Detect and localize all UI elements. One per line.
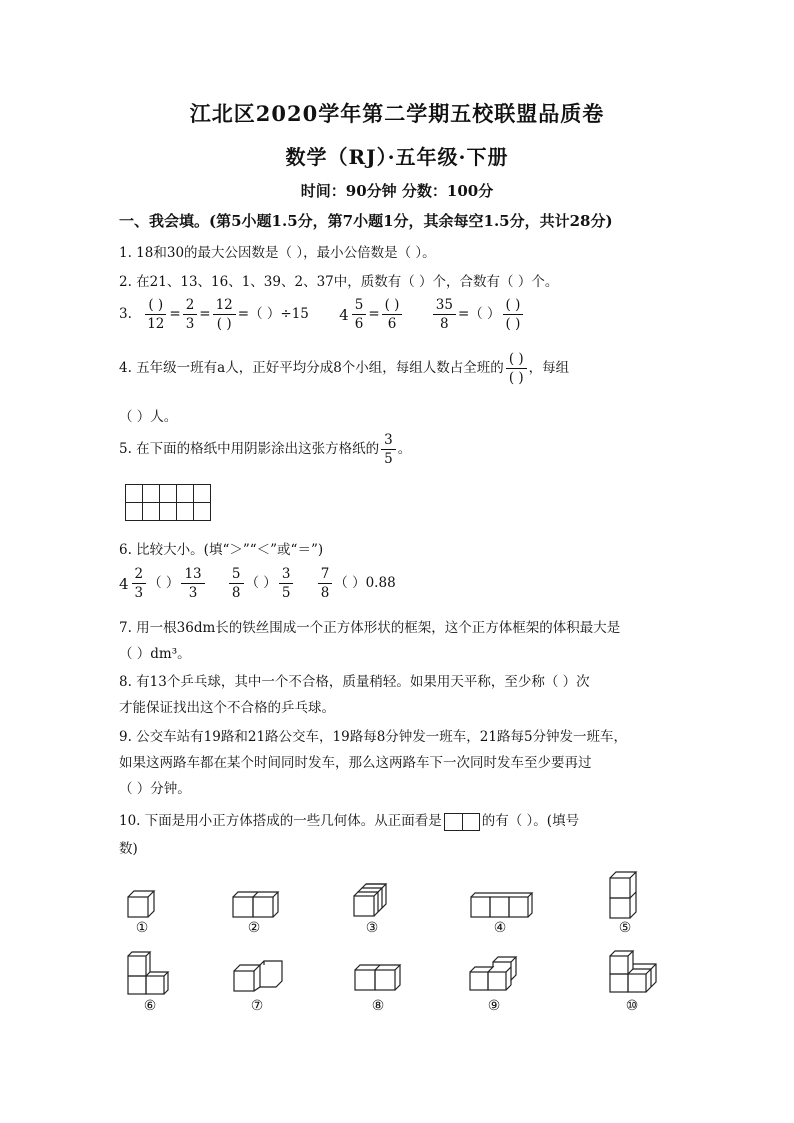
question-9-cont: 如果这两路车都在某个时间同时发车，那么这两路车下一次同时发车至少要再过: [119, 755, 592, 771]
fraction: $\frac{( )}{6}$: [382, 297, 403, 332]
cube-figure-1: [120, 885, 160, 920]
figure-label-10: ⑩: [625, 998, 639, 1014]
figure-label-1: ①: [135, 920, 149, 936]
question-10: 10. 下面是用小正方体搭成的一些几何体。从正面看是 的有（ ）。(填号: [119, 813, 580, 829]
question-6-items: 4 $\frac{2}{3}$ （ ） $\frac{13}{3}$ $\frac{5}{8}$ （ ） $\frac{3}{5}$ $\frac{7}{8}$ （ ）0.88: [119, 566, 396, 602]
question-1: 1. 18和30的最大公因数是（ ），最小公倍数是（ ）。: [119, 245, 436, 261]
cube-figure-7: [230, 955, 286, 998]
fraction: $\frac{3}{5}$: [279, 566, 294, 601]
fraction: $\frac{12}{( )}$: [213, 297, 236, 332]
figure-label-3: ③: [365, 920, 379, 936]
question-7-cont: （ ）dm³。: [119, 646, 191, 662]
cube-figure-4: [466, 885, 534, 920]
question-4: 4. 五年级一班有a人，正好平均分成8个小组，每组人数占全班的 $\frac{( )}{( )}$ ，每组: [119, 351, 570, 387]
question-2: 2. 在21、13、16、1、39、2、37中，质数有（ ）个，合数有（ ）个。: [119, 274, 559, 290]
cube-figure-10: [606, 944, 664, 998]
fraction: $\frac{7}{8}$: [318, 566, 333, 601]
figure-label-8: ⑧: [371, 998, 385, 1014]
figure-label-9: ⑨: [487, 998, 501, 1014]
figure-label-4: ④: [493, 920, 507, 936]
fraction: $\frac{( )}{( )}$: [506, 351, 527, 386]
figure-label-7: ⑦: [250, 998, 264, 1014]
cube-figure-6: [122, 948, 174, 998]
question-9-cont2: （ ）分钟。: [119, 781, 191, 797]
question-5: 5. 在下面的格纸中用阴影涂出这张方格纸的 $\frac{3}{5}$ 。: [119, 432, 412, 468]
question-9: 9. 公交车站有19路和21路公交车，19路每8分钟发一班车，21路每5分钟发一班车，: [119, 729, 628, 745]
square-grid[interactable]: [125, 484, 211, 521]
question-6: 6. 比较大小。(填“＞”“＜”或“＝”): [119, 542, 324, 558]
question-8-cont: 才能保证找出这个不合格的乒乓球。: [119, 700, 335, 716]
question-7: 7. 用一根36dm长的铁丝围成一个正方体形状的框架，这个正方体框架的体积最大是: [119, 620, 621, 636]
fraction: $\frac{5}{8}$: [229, 566, 244, 601]
fraction: $\frac{( )}{12}$: [147, 297, 165, 333]
cube-figure-2: [226, 885, 280, 920]
exam-title: 江北区2020学年第二学期五校联盟品质卷: [189, 101, 605, 126]
figure-label-2: ②: [247, 920, 261, 936]
cube-figure-5: [603, 866, 643, 920]
fraction: $\frac{2}{3}$: [183, 297, 198, 332]
question-4-cont: （ ）人。: [119, 409, 178, 425]
cube-figure-8: [350, 958, 404, 998]
mixed-number: 4 $\frac{2}{3}$: [119, 566, 148, 601]
cube-figure-9: [466, 952, 528, 998]
fraction: $\frac{3}{5}$: [381, 432, 396, 467]
fraction: $\frac{13}{3}$: [181, 566, 204, 601]
q3-label: 3.: [119, 306, 132, 323]
front-view-shape: [444, 813, 480, 831]
fraction: $\frac{( )}{( )}$: [503, 297, 524, 332]
exam-info: 时间：90分钟 分数：100分: [300, 182, 494, 200]
question-8: 8. 有13个乒乓球，其中一个不合格，质量稍轻。如果用天平称，至少称（ ）次: [119, 674, 590, 690]
figure-label-6: ⑥: [143, 998, 157, 1014]
cube-figure-3: [348, 878, 392, 920]
mixed-number: 4 $\frac{5}{6}$: [339, 297, 368, 332]
section-heading: 一、我会填。(第5小题1.5分，第7小题1分，其余每空1.5分，共计28分): [119, 212, 613, 230]
fraction: $\frac{35}{8}$: [433, 297, 456, 332]
figure-label-5: ⑤: [618, 920, 632, 936]
exam-subtitle: 数学（RJ）·五年级·下册: [285, 145, 509, 169]
question-3: 3. $\frac{( )}{12}$ = $\frac{2}{3}$ = $\frac{12}{( )}$ =（ ）÷15 4 $\frac{5}{6}$ = $\frac{( )}{6}$ $\frac{35}{8}$ =（ ） $\frac{( )}{( )}$: [119, 297, 525, 332]
question-10-cont: 数): [119, 841, 138, 857]
